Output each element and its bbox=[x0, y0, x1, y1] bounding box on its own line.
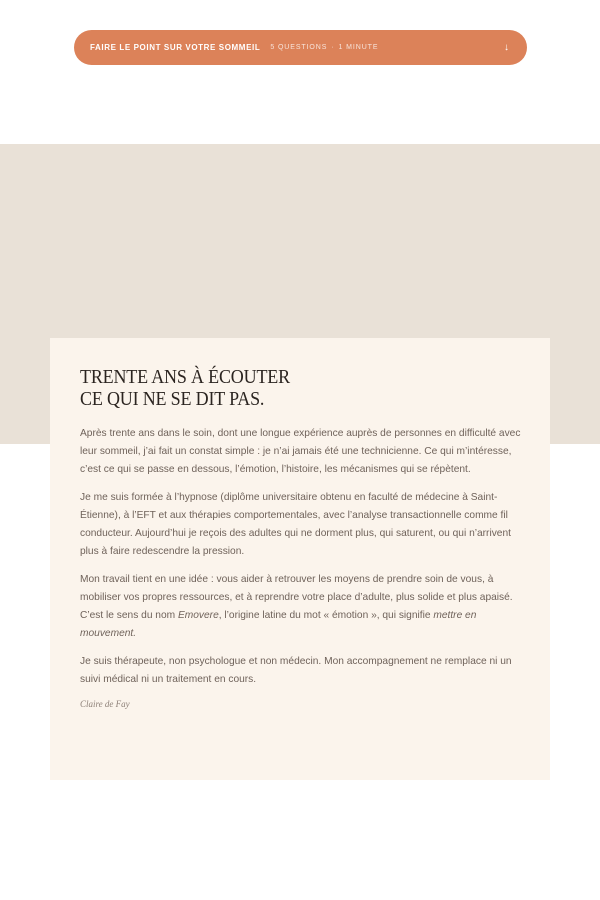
quiz-duration: 1 MINUTE bbox=[338, 44, 379, 51]
sleep-quiz-title: FAIRE LE POINT SUR VOTRE SOMMEIL bbox=[90, 43, 261, 52]
arrow-down-icon: ↓ bbox=[504, 41, 509, 53]
about-title-line-2: CE QUI NE SE DIT PAS. bbox=[80, 388, 265, 410]
about-paragraph-2: Je me suis formée à l’hypnose (diplôme universitaire obtenu en faculté de médecine à Saint-Étienne), à l’EFT et aux thérapies comportementales, avec l’analyse transactionnelle comme fil conducteur. Aujourd’hui je reçois des adultes qui ne dorment plus, qui saturent, ou qui n’arrivent plus à faire redescendre la pression. bbox=[80, 492, 511, 557]
brand-name: Emovere bbox=[177, 610, 219, 621]
sleep-quiz-meta: 5 QUESTIONS · 1 MINUTE bbox=[270, 44, 379, 51]
quiz-question-count: 5 QUESTIONS bbox=[270, 44, 328, 51]
about-paragraph-1: Après trente ans dans le soin, dont une longue expérience auprès de personnes en difficulté avec leur sommeil, j’ai fait un constat simple : je n’ai jamais été une technicienne. Ce qui m’intéresse, c’est ce qui se passe en dessous, l’émotion, l’histoire, les mécanismes qui se répètent. bbox=[80, 428, 521, 475]
about-paragraph-3-start: Mon travail tient en une idée : vous aider à retrouver les moyens de prendre soin de vous, à mobiliser vos propres ressources, et à reprendre votre place d’adulte, plus solide et plus apaisé. C’est le sens du nom bbox=[80, 574, 513, 621]
about-body bbox=[80, 425, 520, 689]
about-title-line-1: TRENTE ANS À ÉCOUTER bbox=[80, 366, 290, 388]
sleep-quiz-button[interactable] bbox=[74, 30, 527, 65]
name-meaning: mettre en mouvement. bbox=[80, 610, 477, 639]
about-card bbox=[50, 338, 550, 780]
signature: Claire de Fay bbox=[80, 699, 130, 709]
about-paragraph-4: Je suis thérapeute, non psychologue et non médecin. Mon accompagnement ne remplace ni un suivi médical ni un traitement en cours. bbox=[80, 656, 512, 685]
about-title bbox=[80, 366, 350, 410]
about-paragraph-3 bbox=[80, 571, 522, 643]
about-paragraph-3-mid: , l’origine latine du mot « émotion », qui signifie bbox=[218, 610, 434, 621]
